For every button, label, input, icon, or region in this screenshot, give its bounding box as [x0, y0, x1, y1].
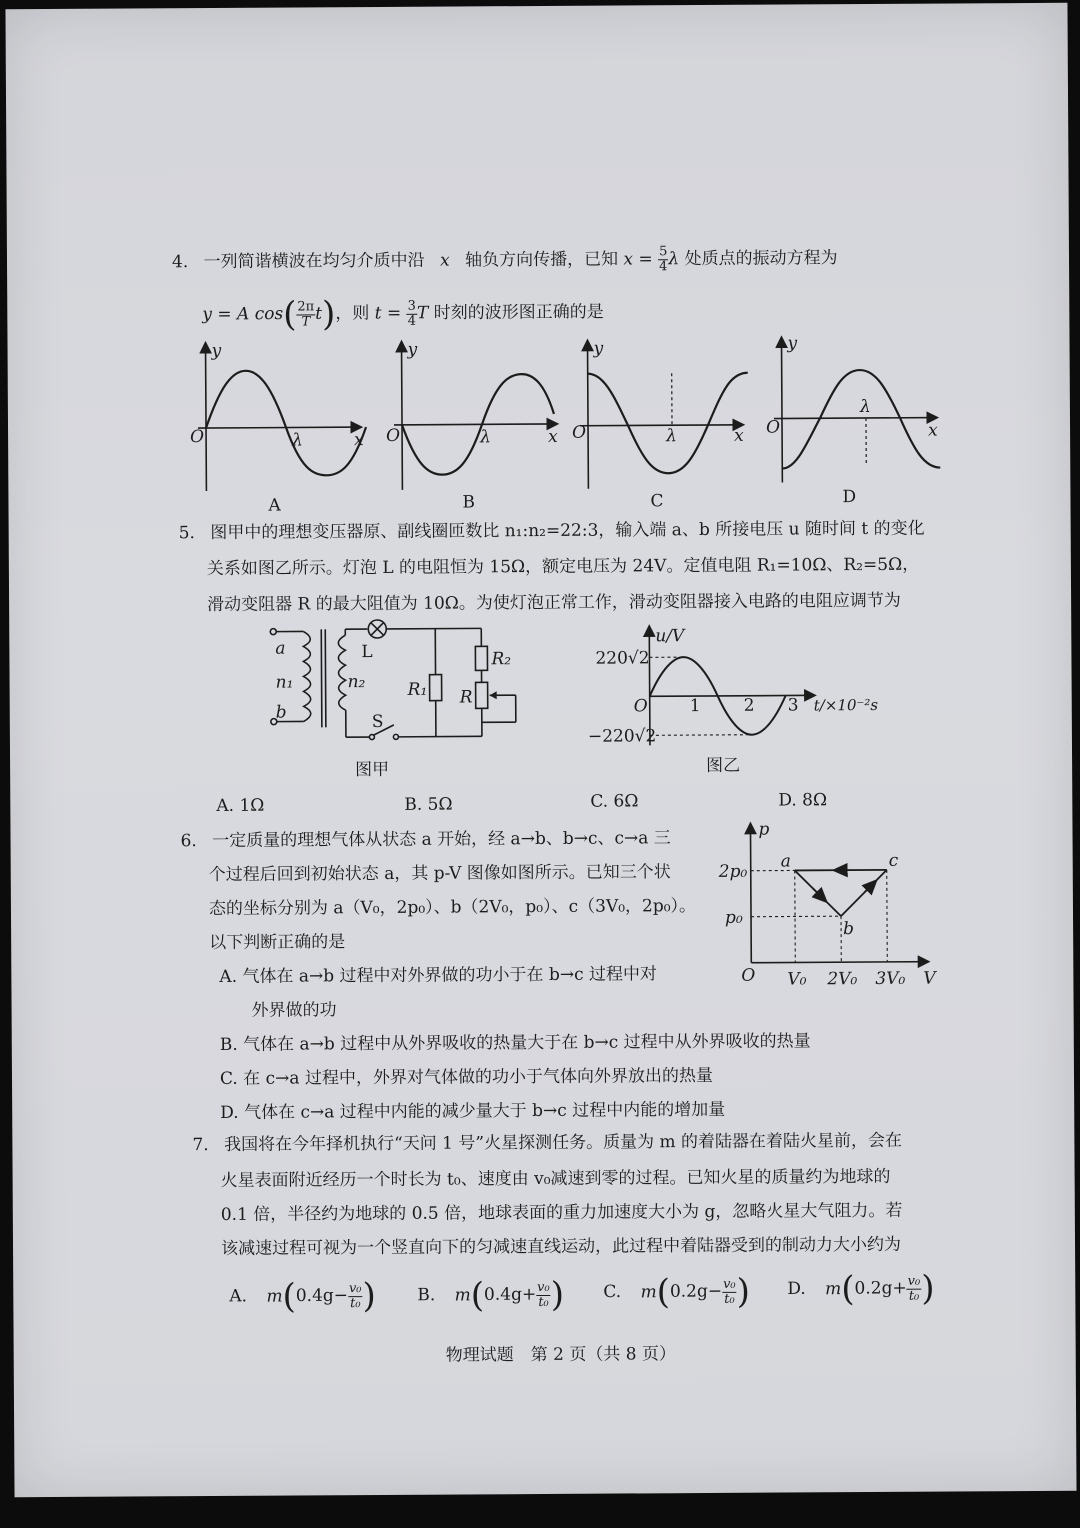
q7-option-a: A. m(0.4g− $\frac{\text{v₀}}{\text{t₀}}$ ) — [229, 1276, 376, 1317]
pv-b: b — [843, 919, 855, 940]
graph-a — [189, 340, 366, 516]
circuit-R: R — [459, 687, 473, 708]
graph-b-y: y — [407, 339, 418, 360]
graph-t2: 2 — [743, 695, 755, 716]
q6-option-b: B. 气体在 a→b 过程中从外界吸收的热量大于在 b→c 过程中从外界吸收的热量 — [219, 1031, 811, 1055]
pv-v: V — [923, 968, 936, 989]
graph-top: 220√2 — [595, 648, 650, 669]
graph-d — [765, 333, 940, 508]
graph-c — [571, 338, 748, 512]
q7-line2: 火星表面附近经历一个时长为 t₀、速度由 v₀减速到零的过程。已知火星的质量约为地球的 — [220, 1166, 891, 1191]
q6-option-d: D. 气体在 c→a 过程中内能的减少量大于 b→c 过程中内能的增加量 — [220, 1099, 726, 1123]
pv-o: O — [741, 965, 756, 986]
graph-t-axis: t/×10⁻²s — [813, 695, 879, 715]
q5-option-c: C. 6Ω — [590, 791, 639, 812]
pv-2v0: 2V₀ — [827, 969, 858, 990]
q7-option-b: B. m(0.4g+ $\frac{\text{v₀}}{\text{t₀}}$ ) — [417, 1274, 565, 1316]
q4-line1: 4. 一列简谐横波在均匀介质中沿 x 轴负方向传播，已知 x = $\frac{5}{4}$ λ 处质点的振动方程为 — [171, 244, 838, 275]
graph-t3: 3 — [787, 695, 799, 716]
pv-3v0: 3V₀ — [875, 968, 906, 989]
page-footer: 物理试题 第 2 页（共 8 页） — [445, 1344, 677, 1366]
q5-option-b: B. 5Ω — [404, 794, 453, 815]
frac-3-4: $\frac{3}{4}$ — [407, 298, 417, 329]
circuit-n2: n₂ — [347, 672, 366, 693]
graph-c-label: C — [650, 491, 664, 512]
q4-number: 4. — [171, 252, 189, 273]
q6-line4: 以下判断正确的是 — [209, 932, 346, 954]
q6-number: 6. — [180, 831, 197, 852]
graph-c-y: y — [593, 338, 604, 359]
q6-option-c: C. 在 c→a 过程中，外界对气体做的功小于气体向外界放出的热量 — [219, 1065, 713, 1089]
q5-line2: 关系如图乙所示。灯泡 L 的电阻恒为 15Ω，额定电压为 24V。定值电阻 R₁=10Ω、R₂=5Ω， — [206, 554, 920, 580]
graph-u: u/V — [655, 626, 685, 647]
q6-option-a-1: A. 气体在 a→b 过程中对外界做的功小于在 b→c 过程中对 — [219, 964, 658, 987]
q7-option-d: D. m(0.2g+ $\frac{\text{v₀}}{\text{t₀}}$ ) — [787, 1268, 935, 1310]
graph-b — [385, 339, 558, 513]
graph-b-o: O — [386, 425, 401, 446]
circuit-S: S — [371, 711, 384, 733]
graph-d-o: O — [765, 417, 781, 438]
q4-wave-graphs — [167, 331, 968, 526]
graph-c-lambda: λ — [666, 426, 677, 447]
frac-5-4: $\frac{5}{4}$ — [659, 244, 668, 275]
graph-b-lambda: λ — [480, 427, 491, 448]
q5-line1: 5. 图甲中的理想变压器原、副线圈匝数比 n₁:n₂=22:3，输入端 a、b 所接电压 u 随时间 t 的变化 — [178, 518, 925, 544]
graph-c-o: O — [572, 422, 587, 443]
q7-option-c: C. m(0.2g− $\frac{\text{v₀}}{\text{t₀}}$ ) — [603, 1271, 751, 1313]
circuit-R2: R₂ — [491, 649, 512, 670]
graph-a-o: O — [190, 427, 205, 448]
q7-line4: 该减速过程可视为一个竖直向下的匀减速直线运动，此过程中着陆器受到的制动力大小约为 — [220, 1234, 902, 1259]
circuit-R1: R₁ — [407, 679, 428, 700]
q5-option-a: A. 1Ω — [216, 795, 265, 816]
q6-pv-graph — [714, 815, 955, 998]
frac-2pi-T: $\frac{2\pi}{T}$ — [297, 298, 315, 329]
pv-2p0: 2p₀ — [718, 861, 748, 882]
graph-d-label: D — [842, 487, 857, 508]
graph-caption: 图乙 — [706, 755, 741, 776]
exam-page — [5, 3, 1076, 1497]
q6-option-a-2: 外界做的功 — [251, 1000, 337, 1021]
pv-p0: p₀ — [724, 907, 743, 928]
pv-p: p — [758, 819, 770, 840]
graph-a-x: x — [354, 430, 364, 451]
circuit-a: a — [275, 638, 286, 659]
circuit-caption: 图甲 — [355, 759, 390, 781]
q5-voltage-graph — [581, 620, 882, 782]
q5-number: 5. — [178, 523, 195, 544]
q6-line1: 6. 一定质量的理想气体从状态 a 开始，经 a→b、b→c、c→a 三 — [180, 828, 671, 852]
graph-bottom: −220√2 — [587, 726, 657, 747]
circuit-L: L — [361, 642, 373, 663]
pv-v0: V₀ — [787, 969, 807, 990]
graph-o: O — [633, 696, 648, 717]
graph-a-label: A — [268, 495, 281, 516]
q7-line1: 7. 我国将在今年择机执行“天问 1 号”火星探测任务。质量为 m 的着陆器在着陆火星前，会在 — [192, 1130, 903, 1156]
graph-t1: 1 — [689, 696, 701, 717]
graph-b-x: x — [548, 426, 558, 447]
graph-a-lambda: λ — [292, 430, 303, 451]
graph-c-x: x — [734, 425, 744, 446]
graph-a-y: y — [211, 340, 222, 362]
pv-a: a — [780, 851, 791, 872]
pv-c: c — [888, 850, 899, 871]
graph-d-x: x — [927, 420, 938, 441]
q4-line2: y = A cos( $\frac{2\pi}{T}$ t)，则 t = $\frac{3}{4}$ T 时刻的波形图正确的是 — [202, 294, 604, 335]
circuit-n1: n₁ — [275, 672, 294, 693]
circuit-b: b — [275, 702, 287, 723]
q6-line2: 个过程后回到初始状态 a，其 p-V 图像如图所示。已知三个状 — [208, 862, 671, 886]
q5-circuit — [259, 616, 550, 788]
q6-line3: 态的坐标分别为 a（V₀，2p₀）、b（2V₀，p₀）、c（3V₀，2p₀）。 — [208, 896, 697, 920]
q5-line3: 滑动变阻器 R 的最大阻值为 10Ω。为使灯泡正常工作，滑动变阻器接入电路的电阻应调节为 — [207, 590, 901, 616]
graph-b-label: B — [462, 492, 476, 513]
q7-line3: 0.1 倍，半径约为地球的 0.5 倍，地球表面的重力加速度大小为 g，忽略火星大气阻力。若 — [220, 1200, 903, 1225]
graph-d-lambda: λ — [859, 396, 871, 418]
graph-d-y: y — [787, 333, 798, 354]
q7-number: 7. — [192, 1135, 209, 1156]
q5-option-d: D. 8Ω — [778, 790, 828, 811]
